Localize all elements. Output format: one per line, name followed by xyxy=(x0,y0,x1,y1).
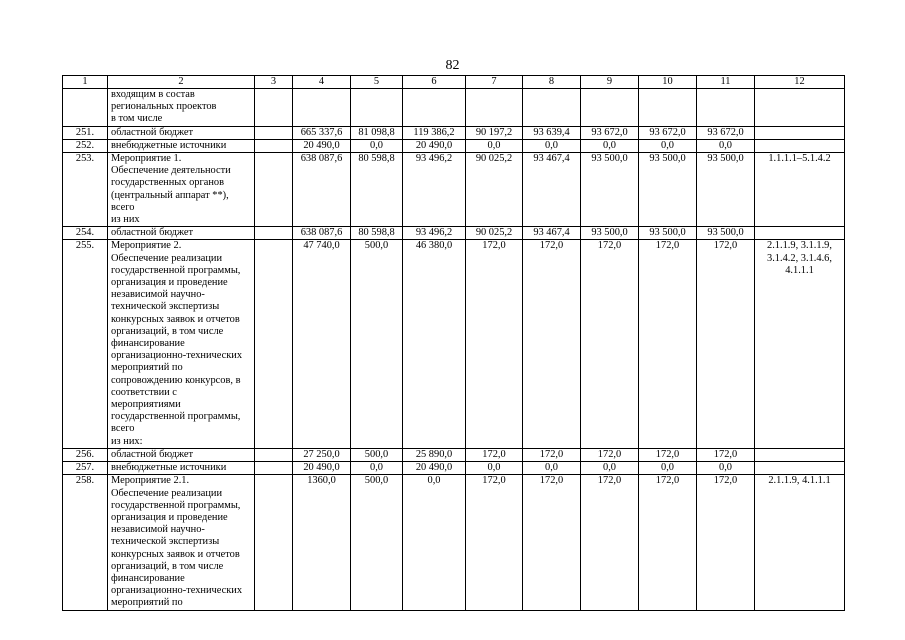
row-number: 253. xyxy=(63,153,108,227)
budget-table xyxy=(62,75,845,611)
column-11-value xyxy=(697,89,755,127)
column-8-value: 93 639,4 xyxy=(523,126,581,139)
column-header: 12 xyxy=(755,76,845,89)
row-name: Мероприятие 2.1. Обеспечение реализации государственной программы, организация и проведение независимой научно- технической экспертизы конкурсных заявок и отчетов организаций, в том числе финансирование организационно-технических мероприятий по xyxy=(108,475,255,610)
indicator-codes: 2.1.1.9, 3.1.1.9, 3.1.4.2, 3.1.4.6, 4.1.1.1 xyxy=(755,240,845,448)
column-9-value: 172,0 xyxy=(581,448,639,461)
column-4-value: 20 490,0 xyxy=(293,139,351,152)
column-11-value: 172,0 xyxy=(697,475,755,610)
column-5-value: 500,0 xyxy=(351,475,403,610)
column-8-value: 0,0 xyxy=(523,462,581,475)
column-10-value xyxy=(639,89,697,127)
table-row xyxy=(63,227,845,240)
column-9-value xyxy=(581,89,639,127)
column-9-value: 93 672,0 xyxy=(581,126,639,139)
row-name: внебюджетные источники xyxy=(108,139,255,152)
row-number: 256. xyxy=(63,448,108,461)
column-8-value: 172,0 xyxy=(523,475,581,610)
column-header: 6 xyxy=(403,76,466,89)
row-name: внебюджетные источники xyxy=(108,462,255,475)
column-7-value xyxy=(466,89,523,127)
column-5-value: 500,0 xyxy=(351,240,403,448)
column-8-value: 93 467,4 xyxy=(523,153,581,227)
column-3-value xyxy=(255,126,293,139)
column-9-value: 0,0 xyxy=(581,139,639,152)
column-8-value: 0,0 xyxy=(523,139,581,152)
column-11-value: 172,0 xyxy=(697,240,755,448)
column-11-value: 93 672,0 xyxy=(697,126,755,139)
column-11-value: 93 500,0 xyxy=(697,227,755,240)
column-5-value xyxy=(351,89,403,127)
column-7-value: 90 197,2 xyxy=(466,126,523,139)
column-number-row xyxy=(63,76,845,89)
column-header: 1 xyxy=(63,76,108,89)
column-header: 3 xyxy=(255,76,293,89)
column-3-value xyxy=(255,153,293,227)
indicator-codes xyxy=(755,126,845,139)
column-header: 8 xyxy=(523,76,581,89)
indicator-codes xyxy=(755,462,845,475)
row-number: 258. xyxy=(63,475,108,610)
indicator-codes xyxy=(755,139,845,152)
column-6-value: 20 490,0 xyxy=(403,462,466,475)
column-9-value: 93 500,0 xyxy=(581,227,639,240)
column-7-value: 172,0 xyxy=(466,448,523,461)
column-8-value xyxy=(523,89,581,127)
column-5-value: 81 098,8 xyxy=(351,126,403,139)
column-7-value: 0,0 xyxy=(466,139,523,152)
column-8-value: 172,0 xyxy=(523,240,581,448)
row-number: 251. xyxy=(63,126,108,139)
column-4-value: 20 490,0 xyxy=(293,462,351,475)
row-name: входящим в состав региональных проектов в том числе xyxy=(108,89,255,127)
row-name: областной бюджет xyxy=(108,448,255,461)
column-header: 10 xyxy=(639,76,697,89)
indicator-codes xyxy=(755,227,845,240)
column-11-value: 93 500,0 xyxy=(697,153,755,227)
indicator-codes xyxy=(755,448,845,461)
column-header: 9 xyxy=(581,76,639,89)
column-10-value: 93 672,0 xyxy=(639,126,697,139)
row-name: Мероприятие 2. Обеспечение реализации государственной программы, организация и проведение независимой научно- технической экспертизы конкурсных заявок и отчетов организаций, в том числе финансирование организационно-технических мероприятий по сопровождению конкурсов, в соответствии с мероприятиями государственной программы, всего из них: xyxy=(108,240,255,448)
page-number: 82 xyxy=(445,58,460,73)
column-7-value: 172,0 xyxy=(466,240,523,448)
table-row xyxy=(63,475,845,610)
column-5-value: 0,0 xyxy=(351,462,403,475)
column-3-value xyxy=(255,475,293,610)
column-5-value: 500,0 xyxy=(351,448,403,461)
column-10-value: 93 500,0 xyxy=(639,227,697,240)
column-9-value: 172,0 xyxy=(581,240,639,448)
column-6-value: 25 890,0 xyxy=(403,448,466,461)
column-4-value: 638 087,6 xyxy=(293,227,351,240)
table-row xyxy=(63,448,845,461)
column-11-value: 0,0 xyxy=(697,139,755,152)
column-3-value xyxy=(255,448,293,461)
table-row xyxy=(63,139,845,152)
row-name: областной бюджет xyxy=(108,227,255,240)
column-5-value: 80 598,8 xyxy=(351,227,403,240)
row-number: 255. xyxy=(63,240,108,448)
column-10-value: 172,0 xyxy=(639,240,697,448)
table-row xyxy=(63,462,845,475)
column-4-value: 638 087,6 xyxy=(293,153,351,227)
column-5-value: 0,0 xyxy=(351,139,403,152)
indicator-codes: 1.1.1.1–5.1.4.2 xyxy=(755,153,845,227)
row-number: 254. xyxy=(63,227,108,240)
row-name: Мероприятие 1. Обеспечение деятельности государственных органов (центральный аппарат **), всего из них xyxy=(108,153,255,227)
column-4-value: 665 337,6 xyxy=(293,126,351,139)
row-number: 257. xyxy=(63,462,108,475)
column-7-value: 172,0 xyxy=(466,475,523,610)
column-8-value: 172,0 xyxy=(523,448,581,461)
column-4-value: 1360,0 xyxy=(293,475,351,610)
table-row xyxy=(63,153,845,227)
column-4-value: 27 250,0 xyxy=(293,448,351,461)
column-6-value: 93 496,2 xyxy=(403,227,466,240)
column-4-value: 47 740,0 xyxy=(293,240,351,448)
column-4-value xyxy=(293,89,351,127)
row-number: 252. xyxy=(63,139,108,152)
column-3-value xyxy=(255,462,293,475)
row-name: областной бюджет xyxy=(108,126,255,139)
column-9-value: 0,0 xyxy=(581,462,639,475)
column-6-value: 93 496,2 xyxy=(403,153,466,227)
column-10-value: 93 500,0 xyxy=(639,153,697,227)
column-10-value: 0,0 xyxy=(639,139,697,152)
column-8-value: 93 467,4 xyxy=(523,227,581,240)
column-header: 7 xyxy=(466,76,523,89)
column-6-value xyxy=(403,89,466,127)
table-body xyxy=(63,89,845,611)
column-9-value: 172,0 xyxy=(581,475,639,610)
column-header: 2 xyxy=(108,76,255,89)
table-row xyxy=(63,89,845,127)
column-7-value: 90 025,2 xyxy=(466,153,523,227)
column-header: 5 xyxy=(351,76,403,89)
column-6-value: 20 490,0 xyxy=(403,139,466,152)
indicator-codes xyxy=(755,89,845,127)
column-6-value: 46 380,0 xyxy=(403,240,466,448)
column-header: 11 xyxy=(697,76,755,89)
table-row xyxy=(63,240,845,448)
row-number xyxy=(63,89,108,127)
column-3-value xyxy=(255,139,293,152)
column-header: 4 xyxy=(293,76,351,89)
column-10-value: 0,0 xyxy=(639,462,697,475)
column-7-value: 0,0 xyxy=(466,462,523,475)
column-7-value: 90 025,2 xyxy=(466,227,523,240)
column-3-value xyxy=(255,240,293,448)
column-11-value: 172,0 xyxy=(697,448,755,461)
column-6-value: 0,0 xyxy=(403,475,466,610)
column-6-value: 119 386,2 xyxy=(403,126,466,139)
column-3-value xyxy=(255,89,293,127)
column-10-value: 172,0 xyxy=(639,475,697,610)
table-row xyxy=(63,126,845,139)
column-11-value: 0,0 xyxy=(697,462,755,475)
indicator-codes: 2.1.1.9, 4.1.1.1 xyxy=(755,475,845,610)
column-5-value: 80 598,8 xyxy=(351,153,403,227)
column-9-value: 93 500,0 xyxy=(581,153,639,227)
column-3-value xyxy=(255,227,293,240)
column-10-value: 172,0 xyxy=(639,448,697,461)
